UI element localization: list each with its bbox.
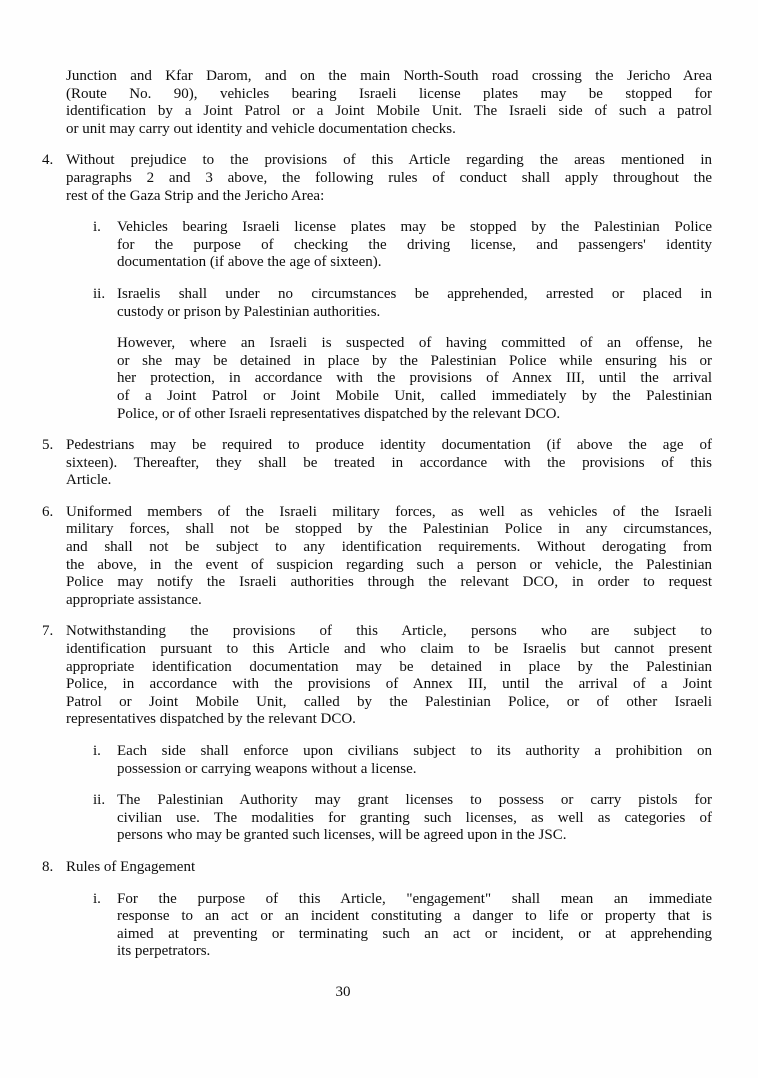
clause-4-sub-i-text (117, 219, 712, 272)
clause-7-number: 7. (42, 623, 54, 640)
clause-7-sub-i (93, 743, 712, 778)
clause-4-however-paragraph (117, 335, 712, 423)
text-line: Rules of Engagement (66, 858, 196, 875)
text-line: For the purpose of this Article, "engagement" shall mean an immediate (117, 890, 712, 907)
clause-5-number: 5. (42, 437, 54, 454)
clause-7-sub-ii-number: ii. (93, 792, 106, 809)
clause-5-text (66, 437, 712, 490)
text-line: Vehicles bearing Israeli license plates may be stopped by the Palestinian Police (117, 219, 712, 236)
text-line: However, where an Israeli is suspected of having committed of an offense, he (117, 335, 712, 352)
clause-8-number: 8. (42, 858, 54, 875)
clause-4-sub-i-number: i. (93, 219, 101, 236)
text-line: rest of the Gaza Strip and the Jericho Area: (66, 187, 325, 204)
page-number: 30 (335, 984, 351, 1000)
clause-5 (42, 437, 712, 490)
text-line: military forces, shall not be stopped by the Palestinian Police in any circumstances, (66, 521, 712, 538)
text-line: Article. (66, 472, 112, 489)
clause-8-sub-i-text (117, 891, 712, 961)
clause-8 (42, 859, 712, 961)
text-line: identification by a Joint Patrol or a Joint Mobile Unit. The Israeli side of such a patrol (66, 103, 712, 120)
text-line: Israelis shall under no circumstances be apprehended, arrested or placed in (117, 285, 712, 302)
text-line: possession or carrying weapons without a license. (117, 760, 417, 777)
text-line: persons who may be granted such licenses, will be agreed upon in the JSC. (117, 827, 567, 844)
text-line: The Palestinian Authority may grant licenses to possess or carry pistols for (117, 792, 712, 809)
text-line: and shall not be subject to any identification requirements. Without derogating from (66, 539, 712, 556)
clause-7-text (66, 623, 712, 729)
text-line: its perpetrators. (117, 943, 211, 960)
text-line: representatives dispatched by the relevant DCO. (66, 711, 356, 728)
text-line: appropriate identification documentation may be detained in place by the Palestinian (66, 658, 712, 675)
clause-4-text (66, 152, 712, 205)
clause-6 (42, 504, 712, 610)
clause-4-sub-i (93, 219, 712, 272)
clause-8-sub-i-number: i. (93, 890, 101, 907)
text-line: Police, or of other Israeli representatives dispatched by the relevant DCO. (117, 405, 561, 422)
text-line: Without prejudice to the provisions of this Article regarding the areas mentioned in (66, 152, 712, 169)
text-line: civilian use. The modalities for granting such licenses, as well as categories of (117, 809, 712, 826)
clause-4-sub-ii (93, 286, 712, 321)
text-line: of a Joint Patrol or Joint Mobile Unit, called immediately by the Palestinian (117, 387, 712, 404)
paragraph-continuation-text (66, 68, 712, 138)
text-line: appropriate assistance. (66, 591, 202, 608)
text-line: (Route No. 90), vehicles bearing Israeli license plates may be stopped for (66, 85, 712, 102)
text-line: identification pursuant to this Article and who claim to be Israelis but cannot present (66, 641, 712, 658)
clause-7-sub-i-number: i. (93, 743, 101, 759)
clause-6-number: 6. (42, 503, 54, 520)
text-line: or she may be detained in place by the Palestinian Police while ensuring his or (117, 352, 712, 369)
text-line: Uniformed members of the Israeli military forces, as well as vehicles of the Israeli (66, 503, 712, 520)
paragraph-continuation (66, 68, 712, 138)
text-line: or unit may carry out identity and vehicle documentation checks. (66, 120, 456, 137)
text-line: Police, in accordance with the provisions of Annex III, until the arrival of a Joint (66, 676, 712, 693)
clause-7 (42, 623, 712, 845)
text-line: Patrol or Joint Mobile Unit, called by the Palestinian Police, or of other Israeli (66, 693, 712, 710)
clause-4-sub-ii-number: ii. (93, 285, 106, 302)
text-line: aimed at preventing or terminating such an act or incident, or at apprehending (117, 925, 712, 942)
clause-7-sub-ii-text (117, 792, 712, 845)
clause-4 (42, 152, 712, 423)
text-line: Junction and Kfar Darom, and on the main North-South road crossing the Jericho Area (66, 68, 712, 84)
text-line: her protection, in accordance with the provisions of Annex III, until the arrival (117, 370, 712, 387)
text-line: for the purpose of checking the driving license, and passengers' identity (117, 236, 712, 253)
clause-8-heading (66, 859, 712, 877)
text-line: response to an act or an incident constituting a danger to life or property that is (117, 908, 712, 925)
text-line: documentation (if above the age of sixteen). (117, 254, 382, 271)
text-line: the above, in the event of suspicion regarding such a person or vehicle, the Palestinian (66, 556, 712, 573)
clause-7-sub-i-text (117, 743, 712, 778)
clause-7-sub-ii (93, 792, 712, 845)
text-line: Each side shall enforce upon civilians subject to its authority a prohibition on (117, 743, 712, 759)
clause-4-number: 4. (42, 152, 54, 169)
clause-4-sub-ii-text (117, 286, 712, 321)
text-line: Police may notify the Israeli authorities through the relevant DCO, in order to request (66, 574, 712, 591)
text-line: custody or prison by Palestinian authorities. (117, 303, 381, 320)
clause-6-text (66, 504, 712, 610)
text-line: paragraphs 2 and 3 above, the following rules of conduct shall apply throughout the (66, 169, 712, 186)
text-line: sixteen). Thereafter, they shall be treated in accordance with the provisions of this (66, 454, 712, 471)
text-line: Notwithstanding the provisions of this Article, persons who are subject to (66, 623, 712, 640)
clause-8-sub-i (93, 891, 712, 961)
text-line: Pedestrians may be required to produce identity documentation (if above the age of (66, 437, 712, 454)
